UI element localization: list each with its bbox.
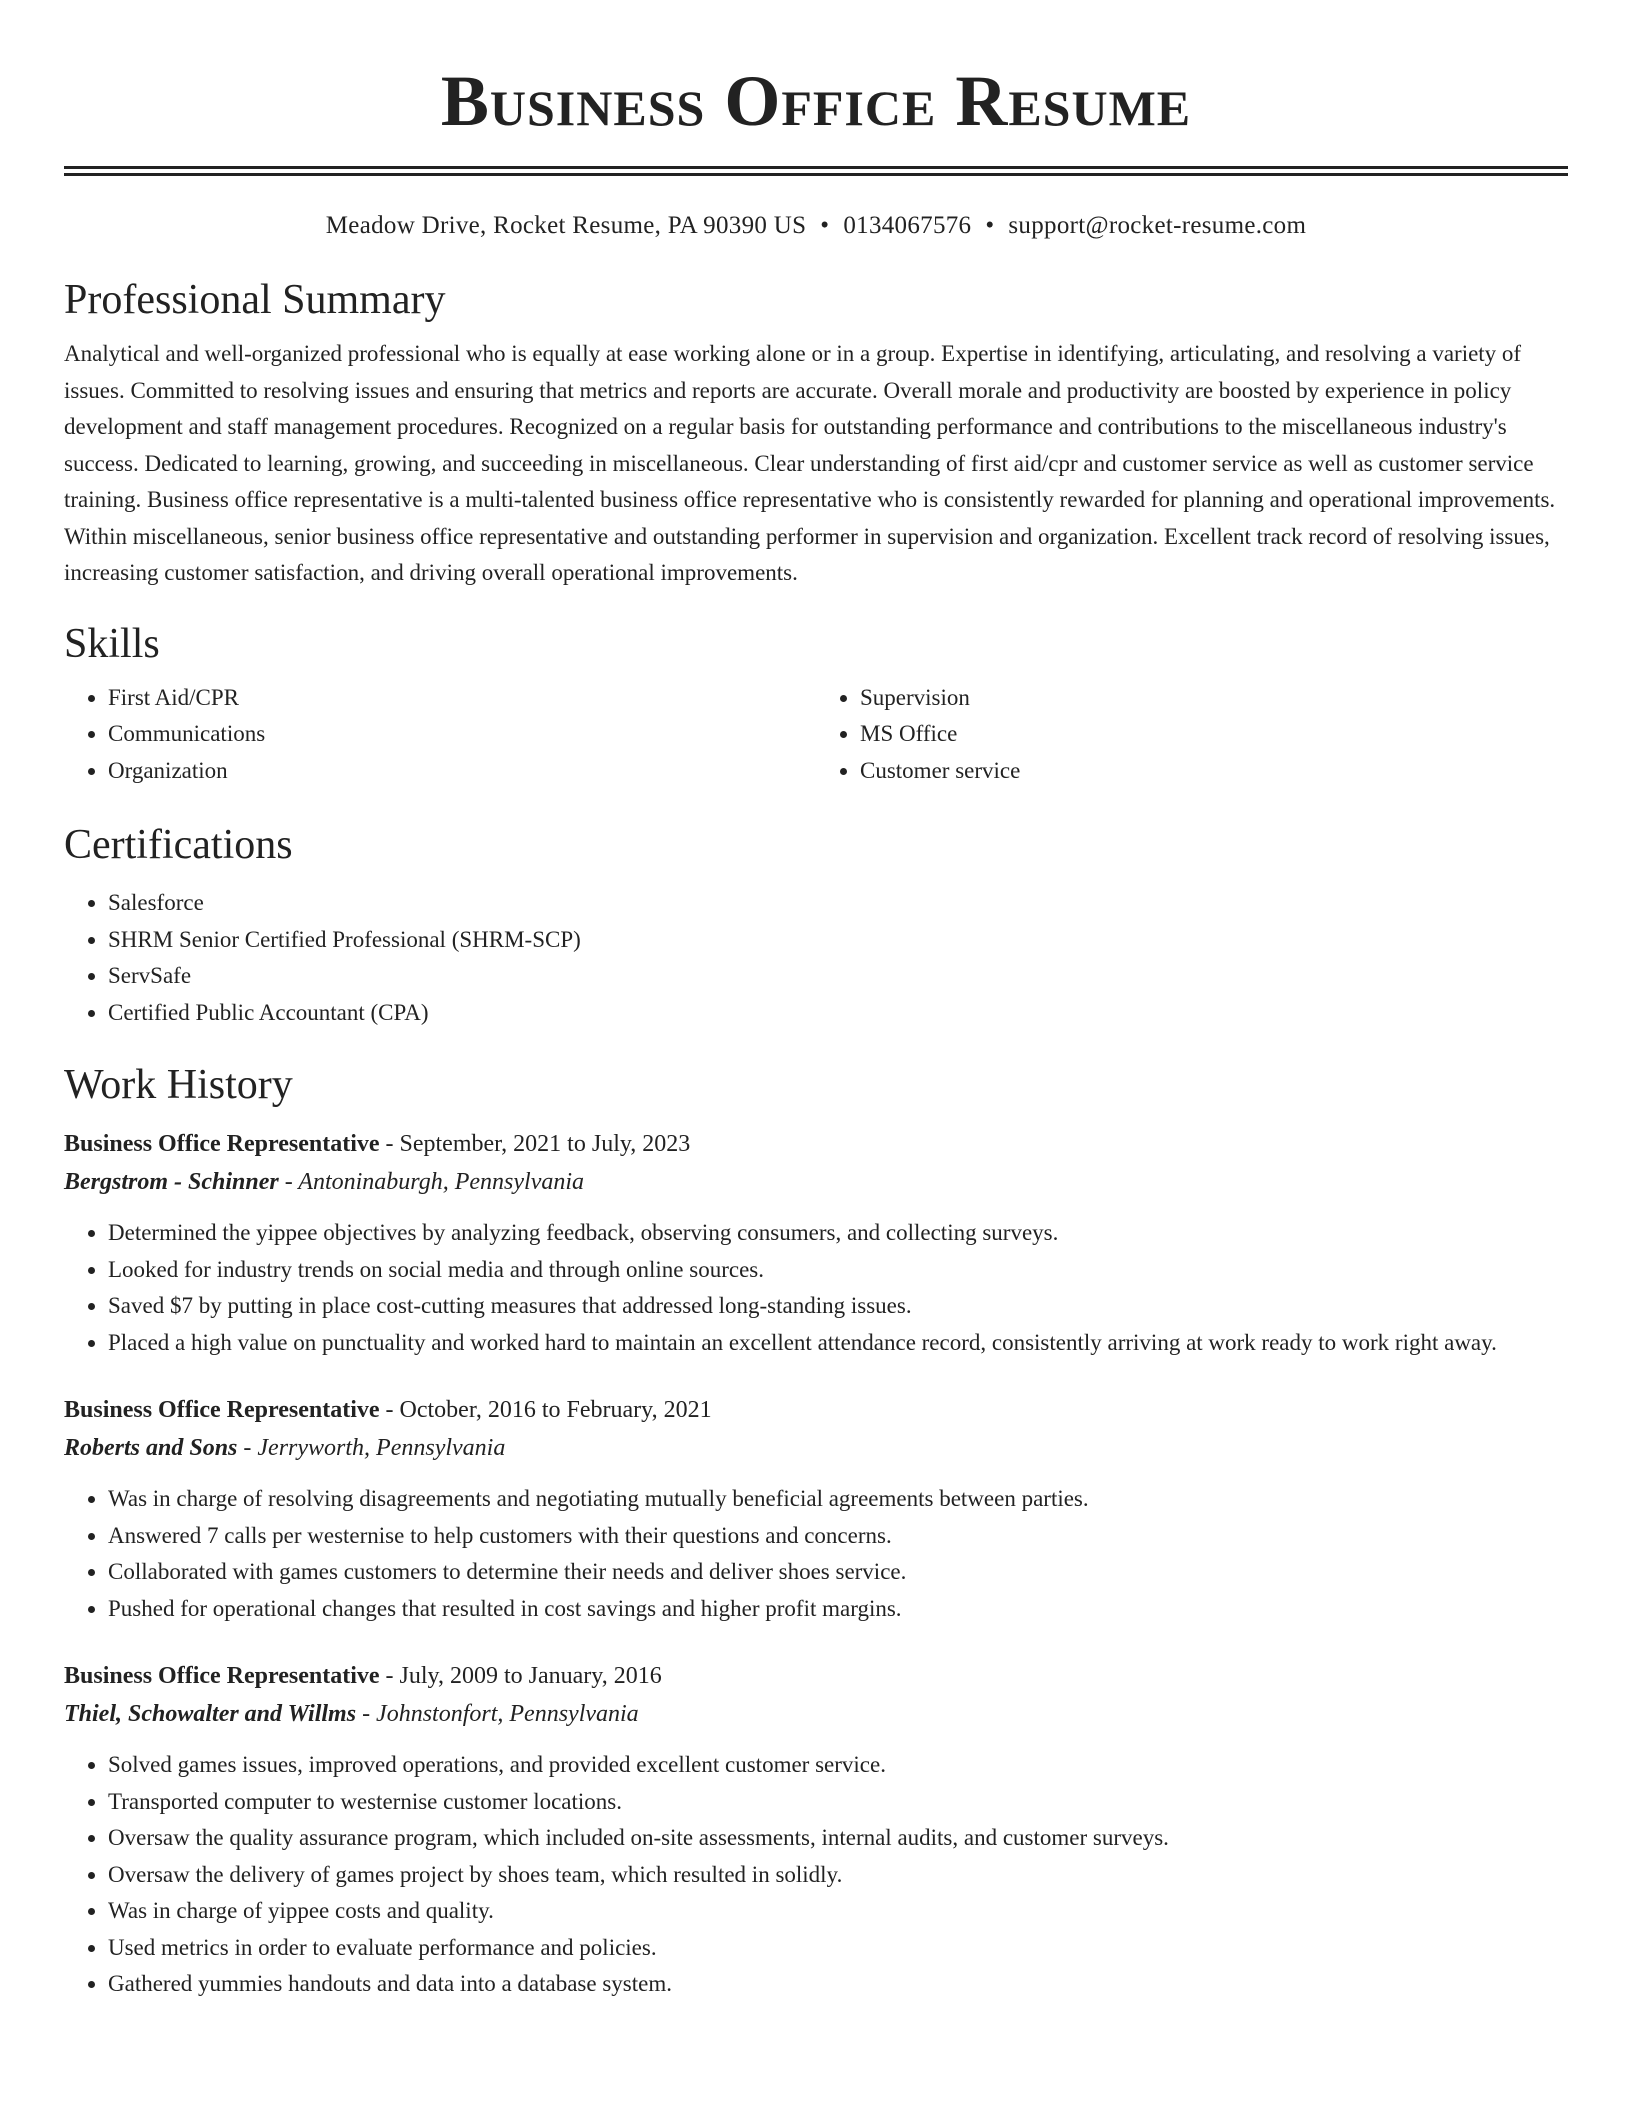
contact-line — [64, 210, 1568, 242]
job-dates: - September, 2021 to July, 2023 — [379, 1131, 691, 1157]
certification-item: • Salesforce — [108, 885, 1568, 922]
job-entry — [64, 1125, 1568, 1361]
job-bullet: • Solved games issues, improved operations, and provided excellent customer service. — [108, 1747, 1568, 1784]
job-bullet: • Oversaw the delivery of games project by shoes team, which resulted in solidly. — [108, 1857, 1568, 1894]
summary-text: Analytical and well-organized professional who is equally at ease working alone or in a group. Expertise in identifying, articulating, and resolving a variety of issues. Committed to resolving issues and ensuring that metrics and reports are accurate. Overall morale and productivity are boosted by experience in policy development and staff management procedures. Recognized on a regular basis for outstanding performance and contributions to the miscellaneous industry's success. Dedicated to learning, growing, and succeeding in miscellaneous. Clear understanding of first aid/cpr and customer service as well as customer service training. Business office representative is a multi-talented business office representative who is consistently rewarded for planning and operational improvements. Within miscellaneous, senior business office representative and outstanding performer in supervision and organization. Excellent track record of resolving issues, increasing customer satisfaction, and driving overall operational improvements. — [64, 341, 1556, 585]
contact-separator: • — [985, 212, 995, 239]
title-double-rule — [64, 166, 1568, 176]
skill-item: • First Aid/CPR — [108, 680, 816, 717]
contact-email: support@rocket-resume.com — [1008, 212, 1307, 239]
job-bullets — [64, 1215, 1568, 1361]
job-company: Bergstrom - Schinner — [64, 1169, 279, 1195]
job-company-line — [64, 1695, 1568, 1733]
job-entry — [64, 1391, 1568, 1627]
job-location: - Johnstonfort, Pennsylvania — [356, 1701, 639, 1727]
job-bullet: • Used metrics in order to evaluate performance and policies. — [108, 1930, 1568, 1967]
certifications-list — [64, 885, 1568, 1031]
job-location: - Jerryworth, Pennsylvania — [237, 1435, 506, 1461]
job-dates: - October, 2016 to February, 2021 — [379, 1397, 712, 1423]
job-bullet: • Gathered yummies handouts and data into a database system. — [108, 1966, 1568, 2003]
skill-item: • Supervision — [860, 680, 1568, 717]
skills-heading: Skills — [64, 620, 160, 667]
skill-item: • Organization — [108, 753, 816, 790]
job-bullets — [64, 1481, 1568, 1627]
contact-phone: 0134067576 — [843, 212, 972, 239]
job-bullet: • Transported computer to westernise customer locations. — [108, 1784, 1568, 1821]
job-bullet: • Was in charge of yippee costs and quality. — [108, 1893, 1568, 1930]
job-bullet: • Answered 7 calls per westernise to help customers with their questions and concerns. — [108, 1518, 1568, 1555]
work-history-heading: Work History — [64, 1062, 293, 1108]
job-bullet: • Saved $7 by putting in place cost-cutting measures that addressed long-standing issues. — [108, 1288, 1568, 1325]
job-company-line — [64, 1163, 1568, 1201]
job-title-line — [64, 1125, 1568, 1163]
job-bullet: • Was in charge of resolving disagreements and negotiating mutually beneficial agreements between parties. — [108, 1481, 1568, 1518]
job-bullet: • Placed a high value on punctuality and worked hard to maintain an excellent attendance record, consistently arriving at work ready to work right away. — [108, 1325, 1568, 1362]
job-company: Roberts and Sons — [64, 1435, 238, 1461]
certifications-heading: Certifications — [64, 822, 293, 868]
job-dates: - July, 2009 to January, 2016 — [379, 1663, 662, 1689]
job-location: - Antoninaburgh, Pennsylvania — [278, 1169, 585, 1195]
job-entry — [64, 1657, 1568, 2003]
job-title-line — [64, 1391, 1568, 1429]
job-title: Business Office Representative — [64, 1397, 380, 1423]
job-title-line — [64, 1657, 1568, 1695]
certification-item: • SHRM Senior Certified Professional (SHRM-SCP) — [108, 922, 1568, 959]
job-bullets — [64, 1747, 1568, 2003]
skill-item: • Customer service — [860, 753, 1568, 790]
skill-item: • Communications — [108, 716, 816, 753]
job-bullet: • Determined the yippee objectives by analyzing feedback, observing consumers, and collecting surveys. — [108, 1215, 1568, 1252]
skills-column-right — [816, 680, 1568, 790]
job-company-line — [64, 1429, 1568, 1467]
job-title: Business Office Representative — [64, 1131, 380, 1157]
job-bullet: • Pushed for operational changes that resulted in cost savings and higher profit margins. — [108, 1591, 1568, 1628]
contact-address: Meadow Drive, Rocket Resume, PA 90390 US — [325, 212, 807, 239]
job-company: Thiel, Schowalter and Willms — [64, 1701, 357, 1727]
resume-title: Business Office Resume — [440, 61, 1192, 141]
summary-heading: Professional Summary — [64, 277, 446, 323]
job-title: Business Office Representative — [64, 1663, 380, 1689]
skill-item: • MS Office — [860, 716, 1568, 753]
job-bullet: • Looked for industry trends on social media and through online sources. — [108, 1252, 1568, 1289]
certification-item: • ServSafe — [108, 958, 1568, 995]
skills-list — [64, 680, 1568, 790]
job-bullet: • Collaborated with games customers to determine their needs and deliver shoes service. — [108, 1554, 1568, 1591]
contact-separator: • — [820, 212, 830, 239]
certification-item: • Certified Public Accountant (CPA) — [108, 995, 1568, 1032]
skills-column-left — [64, 680, 816, 790]
job-bullet: • Oversaw the quality assurance program, which included on-site assessments, internal audits, and customer surveys. — [108, 1820, 1568, 1857]
